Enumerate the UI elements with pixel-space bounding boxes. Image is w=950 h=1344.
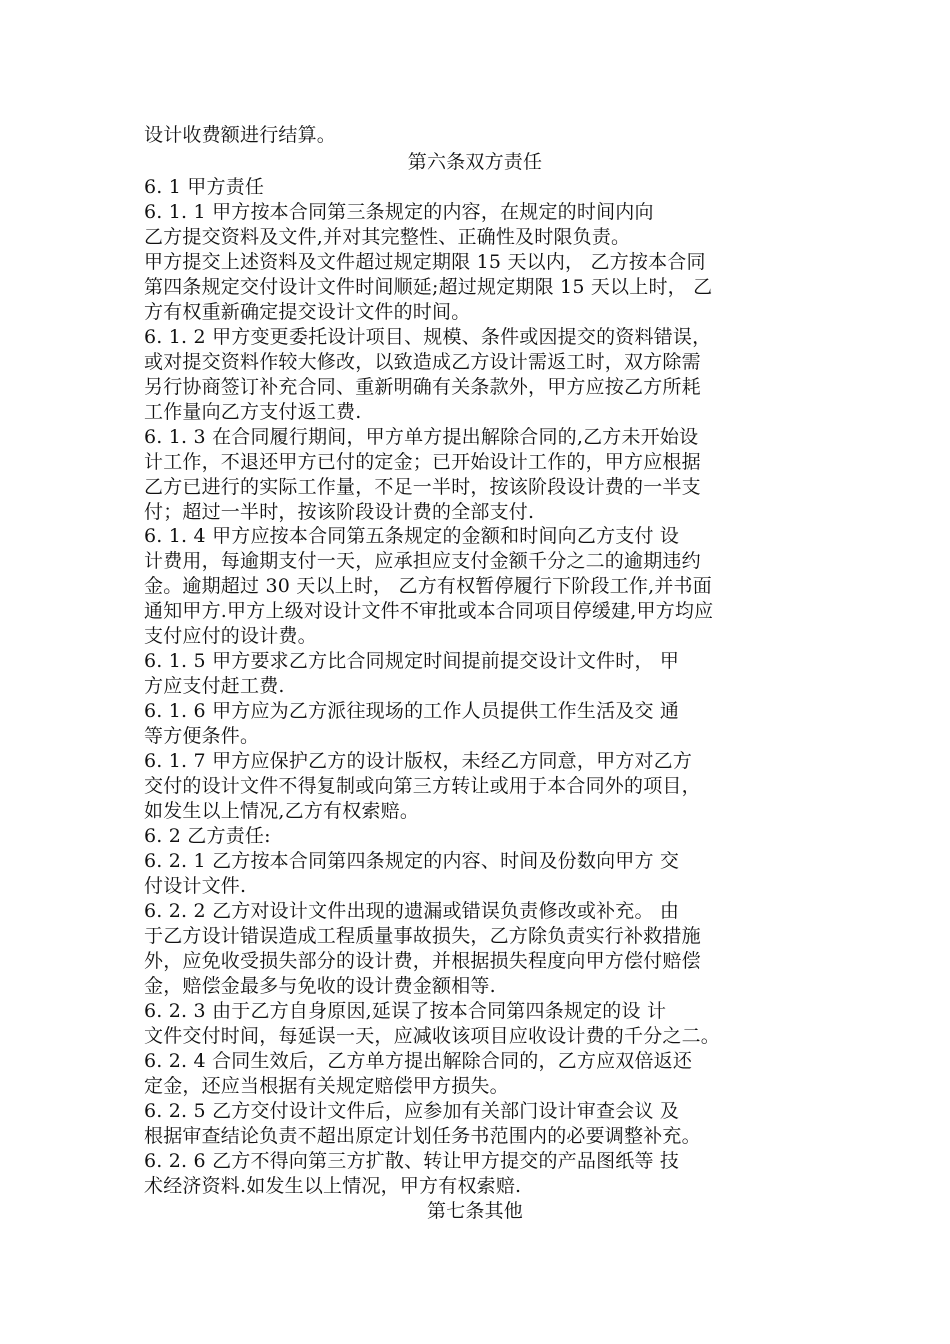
text-line: 支付应付的设计费。 xyxy=(144,625,317,647)
subsection-heading-6-2: 6. 2 乙方责任: xyxy=(144,825,271,847)
clause-6-1-7: 6. 1. 7 甲方应保护乙方的设计版权，未经乙方同意，甲方对乙方 xyxy=(144,750,693,772)
clause-6-2-2: 6. 2. 2 乙方对设计文件出现的遗漏或错误负责修改或补充。 由 xyxy=(144,900,680,922)
text-line: 方应支付赶工费. xyxy=(144,675,285,697)
text-line: 等方便条件。 xyxy=(144,725,260,747)
clause-6-1-6: 6. 1. 6 甲方应为乙方派往现场的工作人员提供工作生活及交 通 xyxy=(144,700,680,722)
text-line: 术经济资料.如发生以上情况，甲方有权索赔. xyxy=(144,1175,522,1197)
text-line: 付设计文件. xyxy=(144,875,247,897)
text-line: 定金，还应当根据有关规定赔偿甲方损失。 xyxy=(144,1075,509,1097)
clause-6-2-1: 6. 2. 1 乙方按本合同第四条规定的内容、时间及份数向甲方 交 xyxy=(144,850,680,872)
text-line: 于乙方设计错误造成工程质量事故损失，乙方除负责实行补救措施 xyxy=(144,925,701,947)
text-line: 计费用，每逾期支付一天，应承担应支付金额千分之二的逾期违约 xyxy=(144,550,701,572)
subsection-heading-6-1: 6. 1 甲方责任 xyxy=(144,176,265,198)
clause-6-1-4: 6. 1. 4 甲方应按本合同第五条规定的金额和时间向乙方支付 设 xyxy=(144,525,680,547)
text-line: 第四条规定交付设计文件时间顺延;超过规定期限 15 天以上时， 乙 xyxy=(144,276,713,298)
clause-6-1-5: 6. 1. 5 甲方要求乙方比合同规定时间提前提交设计文件时， 甲 xyxy=(144,650,680,672)
clause-6-1-2: 6. 1. 2 甲方变更委托设计项目、规模、条件或因提交的资料错误， xyxy=(144,326,712,348)
clause-6-1-1: 6. 1. 1 甲方按本合同第三条规定的内容，在规定的时间内向 xyxy=(144,201,654,223)
text-line: 或对提交资料作较大修改，以致造成乙方设计需返工时，双方除需 xyxy=(144,351,701,373)
text-line: 设计收费额进行结算。 xyxy=(144,124,337,146)
text-line: 金。逾期超过 30 天以上时， 乙方有权暂停履行下阶段工作,并书面 xyxy=(144,575,712,597)
text-line: 文件交付时间，每延误一天，应减收该项目应收设计费的千分之二。 xyxy=(144,1025,721,1047)
text-line: 如发生以上情况,乙方有权索赔。 xyxy=(144,800,420,822)
text-line: 通知甲方.甲方上级对设计文件不审批或本合同项目停缓建,甲方均应 xyxy=(144,600,714,622)
clause-6-1-3: 6. 1. 3 在合同履行期间，甲方单方提出解除合同的,乙方未开始设 xyxy=(144,426,699,448)
clause-6-2-3: 6. 2. 3 由于乙方自身原因,延误了按本合同第四条规定的设 计 xyxy=(144,1000,667,1022)
text-line: 交付的设计文件不得复制或向第三方转让或用于本合同外的项目， xyxy=(144,775,701,797)
text-line: 乙方提交资料及文件,并对其完整性、正确性及时限负责。 xyxy=(144,226,631,248)
text-line: 付；超过一半时，按该阶段设计费的全部支付. xyxy=(144,501,535,523)
text-line: 乙方已进行的实际工作量，不足一半时，按该阶段设计费的一半支 xyxy=(144,476,701,498)
text-line: 另行协商签订补充合同、重新明确有关条款外，甲方应按乙方所耗 xyxy=(144,376,701,398)
text-line: 外，应免收受损失部分的设计费，并根据损失程度向甲方偿付赔偿 xyxy=(144,950,701,972)
clause-6-2-5: 6. 2. 5 乙方交付设计文件后，应参加有关部门设计审查会议 及 xyxy=(144,1100,680,1122)
text-line: 方有权重新确定提交设计文件的时间。 xyxy=(144,301,471,323)
text-line: 金，赔偿金最多与免收的设计费金额相等. xyxy=(144,975,496,997)
section-heading-article-7: 第七条其他 xyxy=(426,1200,523,1222)
text-line: 甲方提交上述资料及文件超过规定期限 15 天以内， 乙方按本合同 xyxy=(144,251,706,273)
clause-6-2-4: 6. 2. 4 合同生效后，乙方单方提出解除合同的，乙方应双倍返还 xyxy=(144,1050,693,1072)
text-line: 工作量向乙方支付返工费. xyxy=(144,401,362,423)
text-line: 根据审查结论负责不超出原定计划任务书范围内的必要调整补充。 xyxy=(144,1125,701,1147)
clause-6-2-6: 6. 2. 6 乙方不得向第三方扩散、转让甲方提交的产品图纸等 技 xyxy=(144,1150,680,1172)
text-line: 计工作，不退还甲方已付的定金；已开始设计工作的，甲方应根据 xyxy=(144,451,701,473)
section-heading-article-6: 第六条双方责任 xyxy=(407,151,543,173)
